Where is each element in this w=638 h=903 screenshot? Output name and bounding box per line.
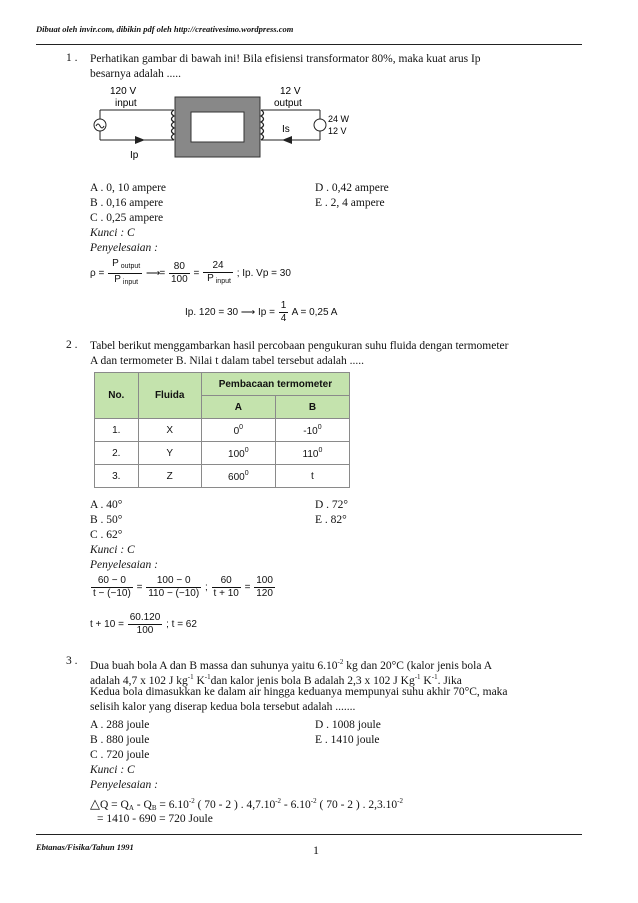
fig-input-label: input — [115, 98, 137, 109]
q2-number: 2 . — [66, 339, 78, 351]
q2-formula-line2: t + 10 = $\frac{60.120}{100}$ ; t = 62 — [90, 612, 197, 636]
q3-number: 3 . — [66, 655, 78, 667]
q1-text-line2: besarnya adalah ..... — [90, 68, 182, 80]
q1-option-b: B . 0,16 ampere — [90, 197, 164, 209]
q3-text-line2: adalah 4,7 x 102 J $kg^{-1}$ $K^{-1}dan$ kalor jenis bola B adalah 2,3 x 102 J $Kg^{-1}$ $K^{-1}$. Jika — [90, 673, 462, 687]
fig-ip-label: Ip — [130, 150, 139, 161]
fig-lamp-w: 24 W — [328, 114, 350, 124]
q3-text-line4: selisih kalor yang diserap kedua bola tersebut adalah ....... — [90, 701, 356, 713]
q3-solution-line2: = 1410 - 690 = 720 Joule — [97, 813, 213, 825]
q1-key: Kunci : C — [90, 227, 135, 239]
q2-option-e: E . 82° — [315, 514, 347, 526]
header-rule — [36, 44, 582, 45]
q3-key: Kunci : C — [90, 764, 135, 776]
fig-lamp-v: 12 V — [328, 126, 347, 136]
q2-text-line2: A dan termometer B. Nilai t dalam tabel tersebut adalah ..... — [90, 355, 364, 367]
fig-output-label: output — [274, 98, 302, 109]
q3-text-line3: Kedua bola dimasukkan ke dalam air hingga keduanya mempunyai suhu akhir 70°C, maka — [90, 686, 508, 698]
q2-option-a: A . 40° — [90, 499, 123, 511]
page-footer: Ebtanas/Fisika/Tahun 1991 — [36, 842, 134, 852]
table-row: 2. Y $100^0$ $110^0$ — [95, 442, 350, 465]
q1-option-d: D . 0,42 ampere — [315, 182, 389, 194]
q2-option-d: D . 72° — [315, 499, 349, 511]
q3-option-c: C . 720 joule — [90, 749, 150, 761]
th-b: B — [275, 396, 349, 419]
q3-option-e: E . 1410 joule — [315, 734, 380, 746]
thermometer-table — [94, 372, 350, 488]
q2-solution-label: Penyelesaian : — [90, 559, 159, 571]
q1-option-c: C . 0,25 ampere — [90, 212, 164, 224]
q2-option-b: B . 50° — [90, 514, 123, 526]
lamp-icon — [314, 119, 326, 131]
transformer-diagram — [90, 82, 350, 168]
q1-number: 1 . — [66, 52, 78, 64]
table-row: 3. Z $600^0$ t — [95, 465, 350, 488]
q1-option-e: E . 2, 4 ampere — [315, 197, 385, 209]
fig-is-label: Is — [282, 124, 290, 135]
q2-key: Kunci : C — [90, 544, 135, 556]
q3-solution-label: Penyelesaian : — [90, 779, 159, 791]
page-number: 1 — [313, 843, 319, 857]
th-a: A — [201, 396, 275, 419]
q1-solution-label: Penyelesaian : — [90, 242, 159, 254]
q3-text-line1: Dua buah bola A dan B massa dan suhunya yaitu $6.10^{-2}$ kg dan 20°C (kalor jenis bola A — [90, 658, 493, 672]
footer-rule — [36, 834, 582, 835]
q3-option-a: A . 288 joule — [90, 719, 150, 731]
q2-text-line1: Tabel berikut menggambarkan hasil percobaan pengukuran suhu fluida dengan termometer — [90, 340, 509, 352]
delta-icon: △ — [90, 796, 100, 811]
th-fluida: Fluida — [138, 373, 201, 419]
q1-text-line1: Perhatikan gambar di bawah ini! Bila efisiensi transformator 80%, maka kuat arus Ip — [90, 53, 481, 65]
q1-formula-line2: Ip. 120 = 30 ⟶ Ip = $\frac{1}{4}$ A = 0,25 A — [185, 300, 338, 324]
q1-formula-line1: ρ = $\frac{P _{output}}{P _{input}}$ ⟶= $\frac{80}{100}$ = $\frac{24}{P _{input}}$ ; Ip. Vp = 30 — [90, 258, 291, 286]
q2-formula-line1: $\frac{60 - 0}{t - (-10)}$ = $\frac{100 - 0}{110 - (-10)}$ ; $\frac{60}{t + 10}$ = $\frac{100}{120}$ — [93, 575, 273, 599]
q3-solution-line1: △Q = $Q_A - Q_B = 6.10^{-2}$ ( 70 - 2 ) . $4,7.10^{-2} - 6.10^{-2}$ ( 70 - 2 ) . $2,3.10^{-2}$ — [90, 796, 403, 812]
page-header: Dibuat oleh invir.com, dibikin pdf oleh http://creativesimo.wordpress.com — [36, 24, 294, 34]
th-pembacaan: Pembacaan termometer — [201, 373, 349, 396]
fig-v-out: 12 V — [280, 86, 301, 97]
fig-v-in: 120 V — [110, 86, 137, 97]
th-no: No. — [95, 373, 139, 419]
q3-option-b: B . 880 joule — [90, 734, 150, 746]
table-row: 1. X $0^0$ $-10^0$ — [95, 419, 350, 442]
q1-option-a: A . 0, 10 ampere — [90, 182, 167, 194]
q3-option-d: D . 1008 joule — [315, 719, 381, 731]
q2-option-c: C . 62° — [90, 529, 123, 541]
